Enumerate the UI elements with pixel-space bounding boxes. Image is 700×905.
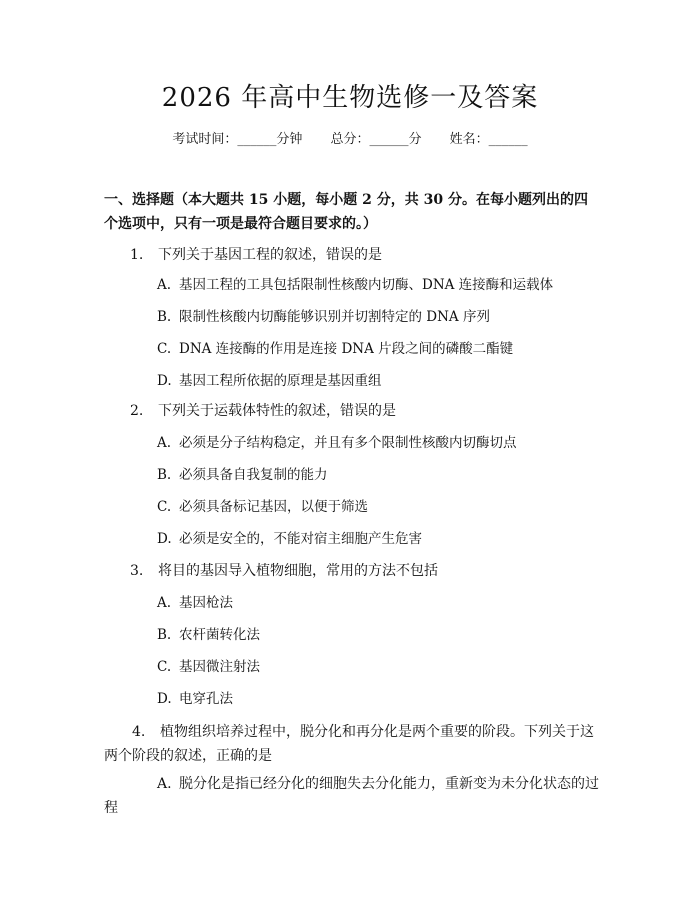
section-heading: 一、选择题（本大题共 15 小题，每小题 2 分，共 30 分。在每小题列出的四个选项中，只有一项是最符合题目要求的。） <box>104 192 588 232</box>
option-letter: C. <box>157 659 172 675</box>
option-text: 脱分化是指已经分化的细胞失去分化能力，重新变为未分化状态的过程 <box>104 776 599 816</box>
question-text: 下列关于运载体特性的叙述，错误的是 <box>158 403 396 419</box>
question-number: 4. <box>132 724 146 740</box>
question-number: 3. <box>130 563 144 579</box>
option-letter: D. <box>157 531 172 547</box>
option-1b <box>157 306 600 328</box>
exam-time-field: 考试时间：______分钟 <box>172 132 303 147</box>
option-text: 农杆菌转化法 <box>179 627 260 643</box>
option-letter: B. <box>157 309 172 325</box>
option-3d <box>157 688 600 710</box>
question-text: 将目的基因导入植物细胞，常用的方法不包括 <box>158 563 438 579</box>
option-text: 限制性核酸内切酶能够识别并切割特定的 DNA 序列 <box>179 309 490 325</box>
option-text: 电穿孔法 <box>179 691 233 707</box>
option-text: 基因工程所依据的原理是基因重组 <box>179 373 382 389</box>
option-letter: D. <box>157 691 172 707</box>
question-number: 1. <box>130 247 144 263</box>
question-1 <box>130 244 600 266</box>
question-4 <box>104 720 600 768</box>
question-2 <box>130 400 600 422</box>
option-2c <box>157 496 600 518</box>
option-1d <box>157 370 600 392</box>
option-letter: A. <box>157 435 172 451</box>
option-3a <box>157 592 600 614</box>
option-1a <box>157 274 600 296</box>
student-name-field: 姓名：______ <box>449 132 528 147</box>
option-2b <box>157 464 600 486</box>
option-letter: B. <box>157 627 172 643</box>
option-1c <box>157 338 600 360</box>
option-3b <box>157 624 600 646</box>
option-text: 基因工程的工具包括限制性核酸内切酶、DNA 连接酶和运载体 <box>179 277 554 293</box>
option-text: 必须是安全的，不能对宿主细胞产生危害 <box>179 531 422 547</box>
page-title: 2026 年高中生物选修一及答案 <box>161 83 539 113</box>
option-letter: D. <box>157 373 172 389</box>
total-score-field: 总分：______分 <box>330 132 422 147</box>
option-letter: B. <box>157 467 172 483</box>
question-number: 2. <box>130 403 144 419</box>
option-text: 必须是分子结构稳定，并且有多个限制性核酸内切酶切点 <box>179 435 517 451</box>
option-letter: A. <box>157 277 172 293</box>
option-text: 必须具备自我复制的能力 <box>179 467 328 483</box>
option-letter: C. <box>157 499 172 515</box>
question-3 <box>130 560 600 582</box>
option-text: DNA 连接酶的作用是连接 DNA 片段之间的磷酸二酯键 <box>179 341 514 357</box>
option-letter: A. <box>157 776 172 792</box>
option-2d <box>157 528 600 550</box>
option-text: 基因微注射法 <box>179 659 260 675</box>
option-2a <box>157 432 600 454</box>
option-letter: C. <box>157 341 172 357</box>
option-4a <box>104 772 600 820</box>
option-text: 必须具备标记基因，以便于筛选 <box>179 499 368 515</box>
exam-meta <box>0 130 700 150</box>
question-text: 下列关于基因工程的叙述，错误的是 <box>158 247 382 263</box>
option-text: 基因枪法 <box>179 595 233 611</box>
question-text: 植物组织培养过程中，脱分化和再分化是两个重要的阶段。下列关于这两个阶段的叙述，正确的是 <box>104 724 594 764</box>
option-3c <box>157 656 600 678</box>
option-letter: A. <box>157 595 172 611</box>
